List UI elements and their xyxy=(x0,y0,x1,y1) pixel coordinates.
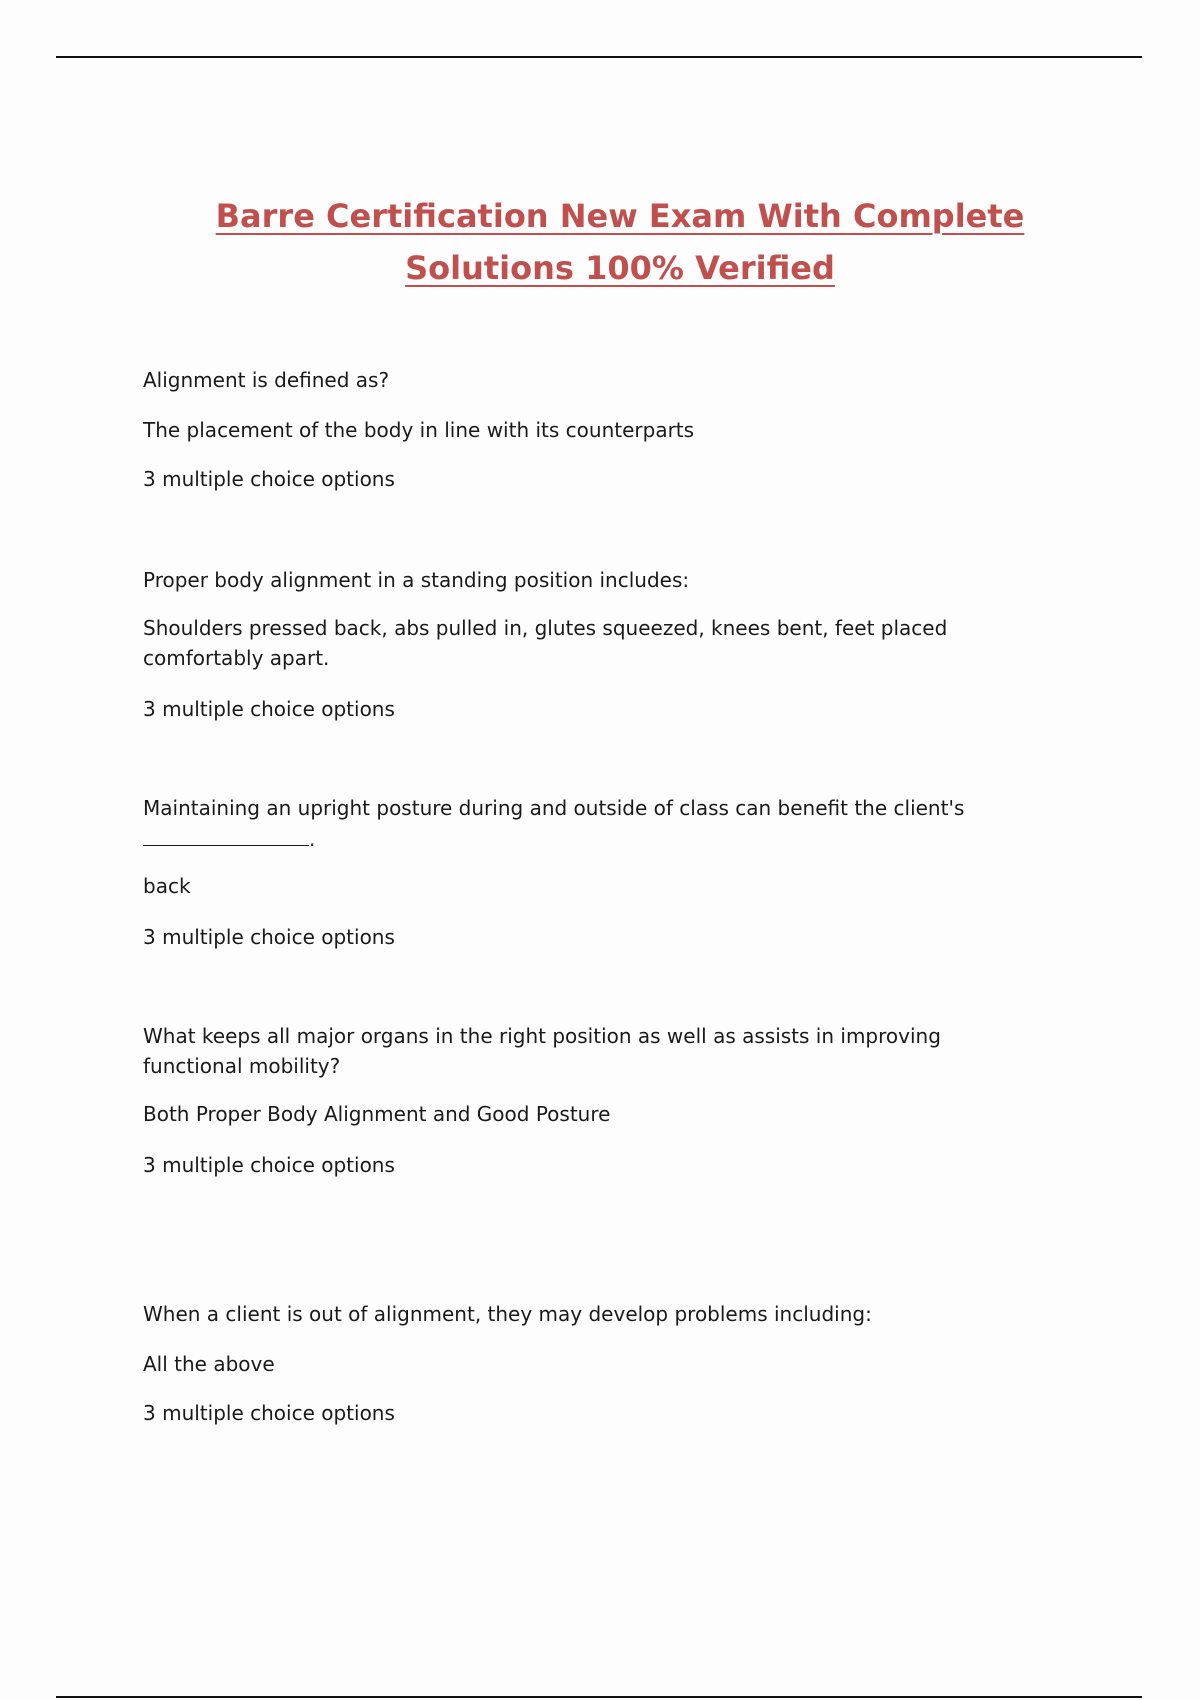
title-line-1: Barre Certification New Exam With Complete xyxy=(215,197,1025,235)
question-5: When a client is out of alignment, they may develop problems including: xyxy=(143,1302,872,1326)
answer-4: Both Proper Body Alignment and Good Posture xyxy=(143,1102,611,1126)
top-rule xyxy=(56,56,1142,58)
options-note-1: 3 multiple choice options xyxy=(143,467,395,491)
options-note-3: 3 multiple choice options xyxy=(143,925,395,949)
answer-3: back xyxy=(143,874,191,898)
document-title xyxy=(120,190,1120,294)
question-3-text: Maintaining an upright posture during and outside of class can benefit the client's xyxy=(143,796,965,820)
question-2: Proper body alignment in a standing position includes: xyxy=(143,568,690,592)
question-4: What keeps all major organs in the right position as well as assists in improving functional mobility? xyxy=(143,1024,941,1078)
answer-2: Shoulders pressed back, abs pulled in, glutes squeezed, knees bent, feet placed comfortably apart. xyxy=(143,616,948,670)
question-1: Alignment is defined as? xyxy=(143,368,390,392)
title-line-2: Solutions 100% Verified xyxy=(405,249,835,287)
options-note-5: 3 multiple choice options xyxy=(143,1401,395,1425)
bottom-rule xyxy=(56,1696,1142,1698)
answer-1: The placement of the body in line with its counterparts xyxy=(143,418,695,442)
options-note-4: 3 multiple choice options xyxy=(143,1153,395,1177)
options-note-2: 3 multiple choice options xyxy=(143,697,395,721)
answer-5: All the above xyxy=(143,1352,275,1376)
fill-in-blank xyxy=(143,823,309,846)
question-3 xyxy=(143,793,1043,854)
question-3-end: . xyxy=(309,827,316,851)
